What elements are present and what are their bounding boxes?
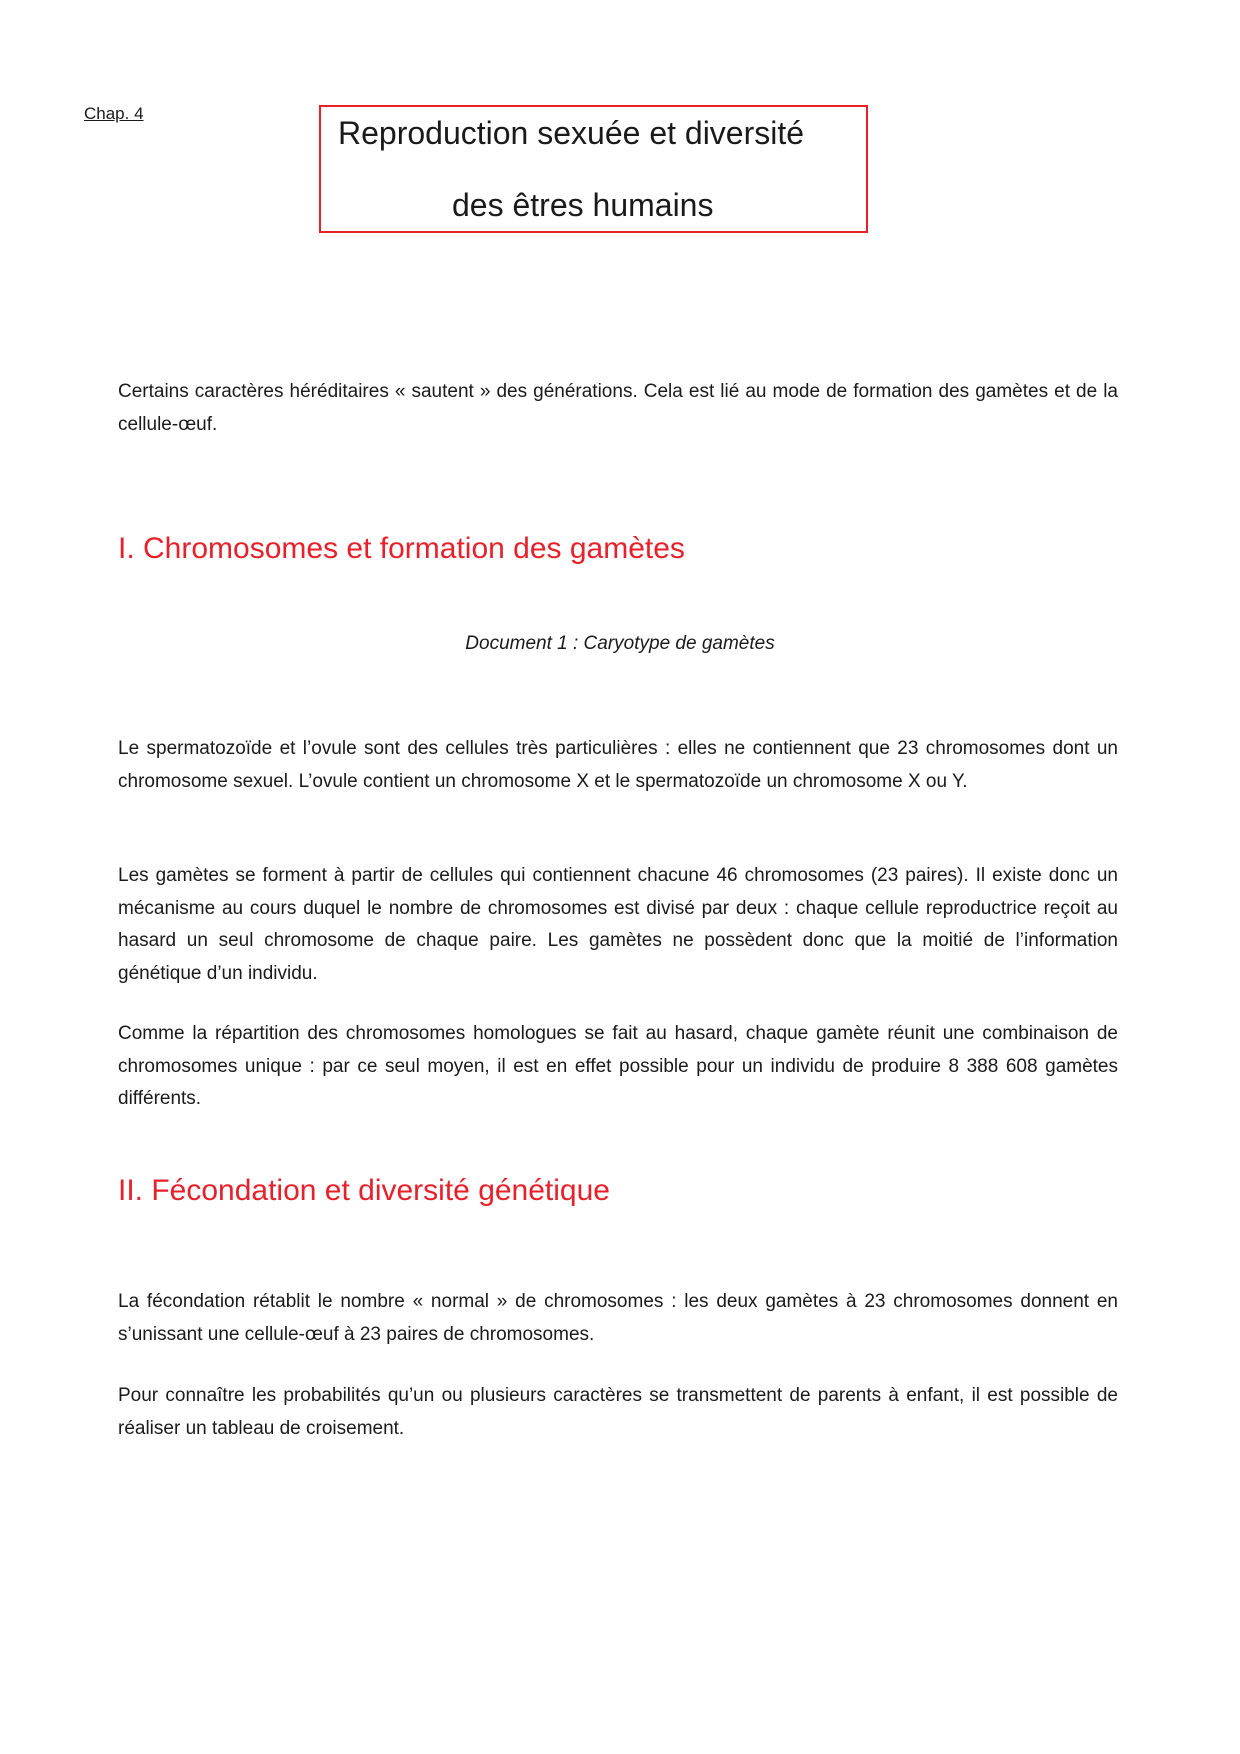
section-1-paragraph-3: Comme la répartition des chromosomes homologues se fait au hasard, chaque gamète réunit une combinaison de chromosomes unique : par ce seul moyen, il est en effet possible pour un individu de produire 8 388 608 gamètes différents. bbox=[118, 1023, 1118, 1109]
section-2-paragraph-1: La fécondation rétablit le nombre « normal » de chromosomes : les deux gamètes à 23 chromosomes donnent en s’unissant une cellule-œuf à 23 paires de chromosomes. bbox=[118, 1291, 1118, 1345]
section-1-paragraph-1: Le spermatozoïde et l’ovule sont des cellules très particulières : elles ne contiennent que 23 chromosomes dont un chromosome sexuel. L’ovule contient un chromosome X et le spermatozoïde un chromosome X ou Y. bbox=[118, 738, 1118, 792]
section-2-paragraph-2: Pour connaître les probabilités qu’un ou plusieurs caractères se transmettent de parents à enfant, il est possible de réaliser un tableau de croisement. bbox=[118, 1385, 1118, 1439]
title-line-2: des êtres humains bbox=[452, 187, 714, 223]
intro-paragraph: Certains caractères héréditaires « sautent » des générations. Cela est lié au mode de formation des gamètes et de la cellule-œuf. bbox=[118, 381, 1118, 435]
chapter-label: Chap. 4 bbox=[84, 104, 144, 123]
title-line-1: Reproduction sexuée et diversité bbox=[338, 115, 805, 151]
section-1-heading: I. Chromosomes et formation des gamètes bbox=[118, 532, 685, 565]
title-box bbox=[319, 105, 868, 233]
document-caption: Document 1 : Caryotype de gamètes bbox=[465, 633, 775, 654]
section-1-paragraph-2: Les gamètes se forment à partir de cellules qui contiennent chacune 46 chromosomes (23 paires). Il existe donc un mécanisme au cours duquel le nombre de chromosomes est divisé par deux : chaque cellule reproductrice reçoit au hasard un seul chromosome de chaque paire. Les gamètes ne possèdent donc que la moitié de l’information génétique d’un individu. bbox=[118, 865, 1118, 984]
section-2-heading: II. Fécondation et diversité génétique bbox=[118, 1174, 610, 1207]
